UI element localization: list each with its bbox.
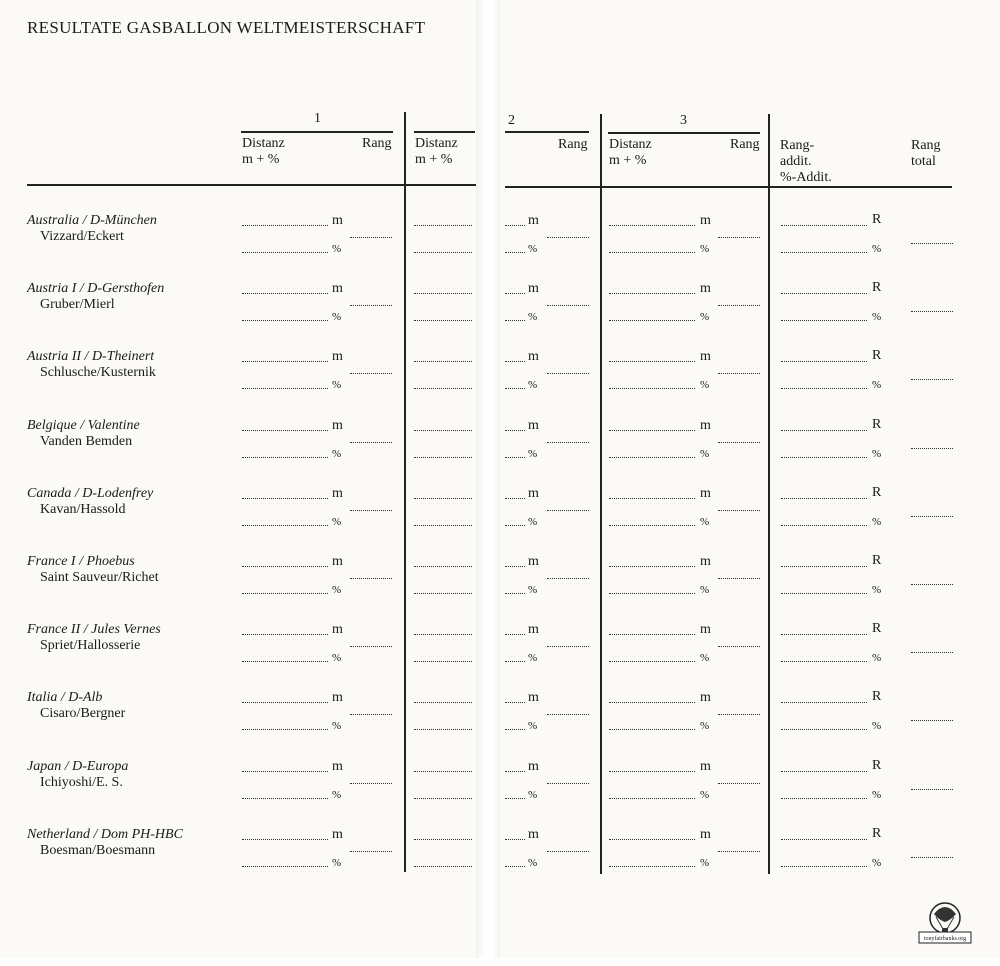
pct-addit-field[interactable] [781, 525, 867, 526]
unit-m: m [700, 485, 711, 501]
unit-pct: % [700, 447, 710, 460]
unit-r: R [872, 689, 882, 705]
round-3-distance-m-field[interactable] [609, 498, 695, 499]
unit-pct: % [872, 515, 882, 528]
round-3-distance-m-field[interactable] [609, 702, 695, 703]
r1-unit-label: m + % [242, 152, 280, 167]
round-1-rang-field[interactable] [350, 373, 392, 374]
team-name: France II / Jules Vernes [27, 622, 161, 638]
round-1-distance-m-field[interactable] [242, 771, 328, 772]
round-3-label: 3 [680, 113, 687, 128]
round-2-rang-field[interactable] [547, 851, 589, 852]
rang-addit-field[interactable] [781, 293, 867, 294]
unit-m: m [700, 417, 711, 433]
scan-edge [0, 958, 1000, 966]
round-2-distance-pct-field-cont[interactable] [505, 320, 525, 321]
round-1-distance-pct-field[interactable] [242, 457, 328, 458]
round-1-distance-pct-field[interactable] [242, 320, 328, 321]
round-1-rang-field[interactable] [350, 851, 392, 852]
unit-pct: % [528, 720, 538, 733]
unit-m: m [528, 349, 539, 365]
round-2-distance-m-field-cont[interactable] [505, 361, 525, 362]
team-name: Belgique / Valentine [27, 417, 140, 433]
round-2-distance-m-field-cont[interactable] [505, 566, 525, 567]
unit-pct: % [700, 720, 710, 733]
round-1-rang-field[interactable] [350, 578, 392, 579]
round-2-distance-pct-field[interactable] [414, 525, 472, 526]
rang-total-field[interactable] [911, 379, 953, 380]
round-3-distance-pct-field[interactable] [609, 661, 695, 662]
pct-addit-field[interactable] [781, 252, 867, 253]
unit-m: m [332, 758, 343, 774]
round-2-distance-pct-field[interactable] [414, 320, 472, 321]
round-1-rang-field[interactable] [350, 783, 392, 784]
unit-pct: % [700, 652, 710, 665]
round-2-rang-field[interactable] [547, 783, 589, 784]
unit-m: m [528, 826, 539, 842]
round-1-distance-m-field[interactable] [242, 293, 328, 294]
round-3-distance-m-field[interactable] [609, 293, 695, 294]
pct-addit-label: %-Addit. [780, 170, 832, 185]
round-3-distance-m-field[interactable] [609, 839, 695, 840]
unit-r: R [872, 825, 882, 841]
unit-pct: % [332, 515, 342, 528]
round-1-rang-field[interactable] [350, 442, 392, 443]
round-1-distance-pct-field[interactable] [242, 252, 328, 253]
unit-m: m [528, 758, 539, 774]
unit-pct: % [332, 720, 342, 733]
rang-addit-label-2: addit. [780, 154, 812, 169]
round-2-rang-field[interactable] [547, 305, 589, 306]
round-2-rang-field[interactable] [547, 373, 589, 374]
round-1-distance-m-field[interactable] [242, 634, 328, 635]
unit-m: m [332, 485, 343, 501]
round-2-rang-field[interactable] [547, 714, 589, 715]
unit-m: m [332, 690, 343, 706]
round-1-distance-m-field[interactable] [242, 702, 328, 703]
round-2-distance-m-field-cont[interactable] [505, 225, 525, 226]
unit-pct: % [872, 584, 882, 596]
unit-pct: % [332, 584, 342, 596]
page-fold [476, 0, 500, 966]
unit-pct: % [700, 379, 710, 392]
rang-total-field[interactable] [911, 652, 953, 653]
pct-addit-field[interactable] [781, 729, 867, 730]
round-2-distance-pct-field[interactable] [414, 593, 472, 594]
unit-r: R [872, 416, 882, 432]
unit-r: R [872, 484, 882, 500]
header-rule-left [27, 184, 476, 186]
team-name: Canada / D-Lodenfrey [27, 485, 154, 501]
unit-pct: % [872, 447, 882, 460]
unit-pct: % [872, 788, 882, 801]
unit-r: R [872, 553, 882, 568]
team-name: Australia / D-München [27, 213, 157, 228]
unit-m: m [332, 622, 343, 638]
crew-names: Schlusche/Kusternik [40, 365, 156, 381]
round-2-distance-pct-field[interactable] [414, 388, 472, 389]
team-name: Netherland / Dom PH-HBC [27, 826, 183, 842]
round-3-distance-m-field[interactable] [609, 634, 695, 635]
rang-total-field[interactable] [911, 311, 953, 312]
unit-pct: % [700, 788, 710, 801]
unit-pct: % [528, 584, 538, 596]
unit-pct: % [528, 788, 538, 801]
round-1-distance-m-field[interactable] [242, 566, 328, 567]
round-1-rang-field[interactable] [350, 510, 392, 511]
round-1-distance-pct-field[interactable] [242, 661, 328, 662]
round-2-distance-m-field[interactable] [414, 566, 472, 567]
round-3-distance-m-field[interactable] [609, 430, 695, 431]
round-1-distance-pct-field[interactable] [242, 866, 328, 867]
team-name: France I / Phoebus [27, 554, 135, 569]
unit-pct: % [332, 447, 342, 460]
unit-pct: % [872, 311, 882, 324]
unit-pct: % [332, 788, 342, 801]
pct-addit-field[interactable] [781, 388, 867, 389]
round-3-rang-field[interactable] [718, 373, 760, 374]
crew-names: Boesman/Boesmann [40, 842, 156, 858]
rang-total-field[interactable] [911, 857, 953, 858]
round-2-distance-pct-field-cont[interactable] [505, 252, 525, 253]
team-name: Austria II / D-Theinert [27, 349, 155, 365]
unit-m: m [528, 690, 539, 706]
rang-total-field[interactable] [911, 720, 953, 721]
round-3-rang-field[interactable] [718, 237, 760, 238]
rang-addit-field[interactable] [781, 771, 867, 772]
crew-names: Ichiyoshi/E. S. [40, 774, 123, 790]
crew-names: Gruber/Mierl [40, 297, 115, 313]
round-3-distance-pct-field[interactable] [609, 593, 695, 594]
round-3-distance-pct-field[interactable] [609, 866, 695, 867]
unit-m: m [332, 417, 343, 433]
unit-m: m [528, 622, 539, 638]
r1-distanz-label: Distanz [242, 136, 285, 151]
round-2-distance-m-field[interactable] [414, 839, 472, 840]
unit-m: m [528, 281, 539, 297]
round-1-distance-m-field[interactable] [242, 225, 328, 226]
unit-m: m [332, 213, 343, 228]
unit-pct: % [872, 720, 882, 733]
column-divider-3 [768, 114, 770, 874]
rang-addit-field[interactable] [781, 225, 867, 226]
unit-m: m [700, 826, 711, 842]
rang-total-field[interactable] [911, 448, 953, 449]
unit-pct: % [528, 243, 538, 255]
round-3-rang-field[interactable] [718, 851, 760, 852]
unit-m: m [528, 554, 539, 569]
unit-m: m [700, 554, 711, 569]
unit-m: m [528, 417, 539, 433]
unit-pct: % [700, 311, 710, 324]
round-2-distance-pct-field[interactable] [414, 661, 472, 662]
r2-rang-label: Rang [558, 137, 588, 152]
round-3-rang-field[interactable] [718, 305, 760, 306]
rang-total-field[interactable] [911, 516, 953, 517]
round-2-distance-pct-field-cont[interactable] [505, 729, 525, 730]
unit-pct: % [872, 856, 882, 869]
round-3-distance-pct-field[interactable] [609, 798, 695, 799]
r3-unit-label: m + % [609, 153, 647, 168]
round-2-label: 2 [508, 113, 515, 128]
pct-addit-field[interactable] [781, 866, 867, 867]
round-1-rang-field[interactable] [350, 305, 392, 306]
round-2-distance-m-field-cont[interactable] [505, 293, 525, 294]
round-1-distance-pct-field[interactable] [242, 388, 328, 389]
round-2-distance-m-field[interactable] [414, 293, 472, 294]
unit-m: m [528, 213, 539, 228]
rang-addit-field[interactable] [781, 430, 867, 431]
round-3-rang-field[interactable] [718, 442, 760, 443]
round-2-distance-pct-field-cont[interactable] [505, 798, 525, 799]
round-2-distance-pct-field[interactable] [414, 729, 472, 730]
pct-addit-field[interactable] [781, 661, 867, 662]
r2-distanz-label: Distanz [415, 136, 458, 151]
rang-total-label-2: total [911, 154, 936, 169]
unit-pct: % [700, 584, 710, 596]
unit-m: m [700, 349, 711, 365]
round-2-distance-pct-field-cont[interactable] [505, 866, 525, 867]
round-2-distance-m-field[interactable] [414, 498, 472, 499]
unit-r: R [872, 621, 882, 637]
round-3-distance-m-field[interactable] [609, 771, 695, 772]
unit-pct: % [528, 856, 538, 869]
crew-names: Spriet/Hallosserie [40, 638, 141, 654]
unit-m: m [700, 281, 711, 297]
round-2-rang-field[interactable] [547, 578, 589, 579]
round-1-rang-field[interactable] [350, 237, 392, 238]
round-3-rang-field[interactable] [718, 510, 760, 511]
unit-r: R [872, 757, 882, 773]
round-2-distance-m-field[interactable] [414, 771, 472, 772]
unit-pct: % [700, 856, 710, 869]
unit-pct: % [528, 447, 538, 460]
team-name: Austria I / D-Gersthofen [27, 281, 165, 297]
unit-m: m [700, 622, 711, 638]
rang-addit-field[interactable] [781, 361, 867, 362]
round-2-distance-pct-field-cont[interactable] [505, 457, 525, 458]
round-2-distance-m-field-cont[interactable] [505, 839, 525, 840]
round-2-rang-field[interactable] [547, 442, 589, 443]
crew-names: Saint Sauveur/Richet [40, 570, 159, 585]
unit-m: m [700, 213, 711, 228]
pct-addit-field[interactable] [781, 798, 867, 799]
unit-pct: % [528, 311, 538, 324]
round-2-distance-m-field[interactable] [414, 430, 472, 431]
crew-names: Cisaro/Bergner [40, 706, 126, 722]
unit-pct: % [332, 856, 342, 869]
round-2-distance-pct-field[interactable] [414, 866, 472, 867]
rang-total-label-1: Rang [911, 138, 941, 153]
round-2-distance-pct-field[interactable] [414, 798, 472, 799]
unit-pct: % [332, 243, 342, 255]
unit-m: m [700, 690, 711, 706]
balloon-logo [917, 900, 973, 946]
round-3-distance-pct-field[interactable] [609, 457, 695, 458]
unit-pct: % [872, 652, 882, 665]
round-1-distance-m-field[interactable] [242, 430, 328, 431]
round-2-rang-field[interactable] [547, 237, 589, 238]
rang-addit-field[interactable] [781, 634, 867, 635]
round-1-distance-pct-field[interactable] [242, 525, 328, 526]
unit-pct: % [332, 311, 342, 324]
unit-pct: % [700, 243, 710, 255]
round-2-distance-m-field[interactable] [414, 634, 472, 635]
unit-pct: % [700, 515, 710, 528]
column-divider-2 [600, 114, 602, 874]
r2-unit-label: m + % [415, 152, 453, 167]
round-2-rang-field[interactable] [547, 646, 589, 647]
unit-m: m [332, 826, 343, 842]
unit-m: m [528, 485, 539, 501]
round-2-distance-m-field-cont[interactable] [505, 498, 525, 499]
rang-total-field[interactable] [911, 789, 953, 790]
unit-pct: % [872, 379, 882, 392]
round-2-rang-field[interactable] [547, 510, 589, 511]
pct-addit-field[interactable] [781, 593, 867, 594]
round-3-distance-pct-field[interactable] [609, 252, 695, 253]
rang-total-field[interactable] [911, 243, 953, 244]
unit-m: m [332, 554, 343, 569]
rang-addit-field[interactable] [781, 839, 867, 840]
round-3-distance-m-field[interactable] [609, 361, 695, 362]
round-1-distance-pct-field[interactable] [242, 729, 328, 730]
unit-pct: % [332, 652, 342, 665]
round-2-distance-pct-field[interactable] [414, 252, 472, 253]
round-3-rang-field[interactable] [718, 783, 760, 784]
unit-pct: % [528, 515, 538, 528]
unit-r: R [872, 212, 882, 227]
r1-rang-label: Rang [362, 136, 392, 151]
unit-pct: % [528, 379, 538, 392]
round-3-distance-m-field[interactable] [609, 225, 695, 226]
rang-addit-field[interactable] [781, 702, 867, 703]
unit-pct: % [332, 379, 342, 392]
round-3-distance-m-field[interactable] [609, 566, 695, 567]
round-2-distance-m-field-cont[interactable] [505, 430, 525, 431]
round-1-distance-pct-field[interactable] [242, 798, 328, 799]
round-2-rule-left [414, 131, 475, 133]
unit-pct: % [528, 652, 538, 665]
rang-addit-field[interactable] [781, 498, 867, 499]
round-2-distance-m-field[interactable] [414, 361, 472, 362]
rang-addit-label-1: Rang- [780, 138, 815, 153]
round-2-distance-m-field-cont[interactable] [505, 634, 525, 635]
round-1-label: 1 [314, 111, 321, 126]
pct-addit-field[interactable] [781, 457, 867, 458]
round-1-distance-pct-field[interactable] [242, 593, 328, 594]
unit-r: R [872, 280, 882, 296]
round-1-distance-m-field[interactable] [242, 498, 328, 499]
crew-names: Vanden Bemden [40, 433, 133, 449]
header-rule-right [505, 186, 952, 188]
rang-total-field[interactable] [911, 584, 953, 585]
round-1-rang-field[interactable] [350, 646, 392, 647]
round-1-rule [241, 131, 393, 133]
r3-distanz-label: Distanz [609, 137, 652, 152]
round-2-distance-m-field-cont[interactable] [505, 771, 525, 772]
round-2-distance-pct-field-cont[interactable] [505, 593, 525, 594]
round-2-distance-m-field[interactable] [414, 702, 472, 703]
pct-addit-field[interactable] [781, 320, 867, 321]
round-3-rang-field[interactable] [718, 578, 760, 579]
round-2-distance-pct-field[interactable] [414, 457, 472, 458]
r3-rang-label: Rang [730, 137, 760, 152]
column-divider-1 [404, 112, 406, 872]
team-name: Italia / D-Alb [27, 690, 103, 706]
unit-m: m [700, 758, 711, 774]
round-2-distance-m-field-cont[interactable] [505, 702, 525, 703]
round-2-distance-m-field[interactable] [414, 225, 472, 226]
rang-addit-field[interactable] [781, 566, 867, 567]
round-3-distance-pct-field[interactable] [609, 388, 695, 389]
round-2-rule-right [505, 131, 589, 133]
unit-r: R [872, 348, 882, 364]
round-2-distance-pct-field-cont[interactable] [505, 388, 525, 389]
round-3-rule [608, 132, 760, 134]
svg-text:tonyfairbanks.org: tonyfairbanks.org [923, 936, 967, 942]
round-3-distance-pct-field[interactable] [609, 320, 695, 321]
round-3-rang-field[interactable] [718, 646, 760, 647]
crew-names: Vizzard/Eckert [40, 229, 124, 244]
round-3-rang-field[interactable] [718, 714, 760, 715]
round-1-distance-m-field[interactable] [242, 361, 328, 362]
page-title: RESULTATE GASBALLON WELTMEISTERSCHAFT [27, 18, 426, 37]
unit-m: m [332, 349, 343, 365]
team-name: Japan / D-Europa [27, 758, 129, 774]
round-1-rang-field[interactable] [350, 714, 392, 715]
round-2-distance-pct-field-cont[interactable] [505, 661, 525, 662]
round-3-distance-pct-field[interactable] [609, 525, 695, 526]
round-1-distance-m-field[interactable] [242, 839, 328, 840]
round-3-distance-pct-field[interactable] [609, 729, 695, 730]
unit-m: m [332, 281, 343, 297]
round-2-distance-pct-field-cont[interactable] [505, 525, 525, 526]
crew-names: Kavan/Hassold [40, 501, 126, 517]
unit-pct: % [872, 243, 882, 255]
